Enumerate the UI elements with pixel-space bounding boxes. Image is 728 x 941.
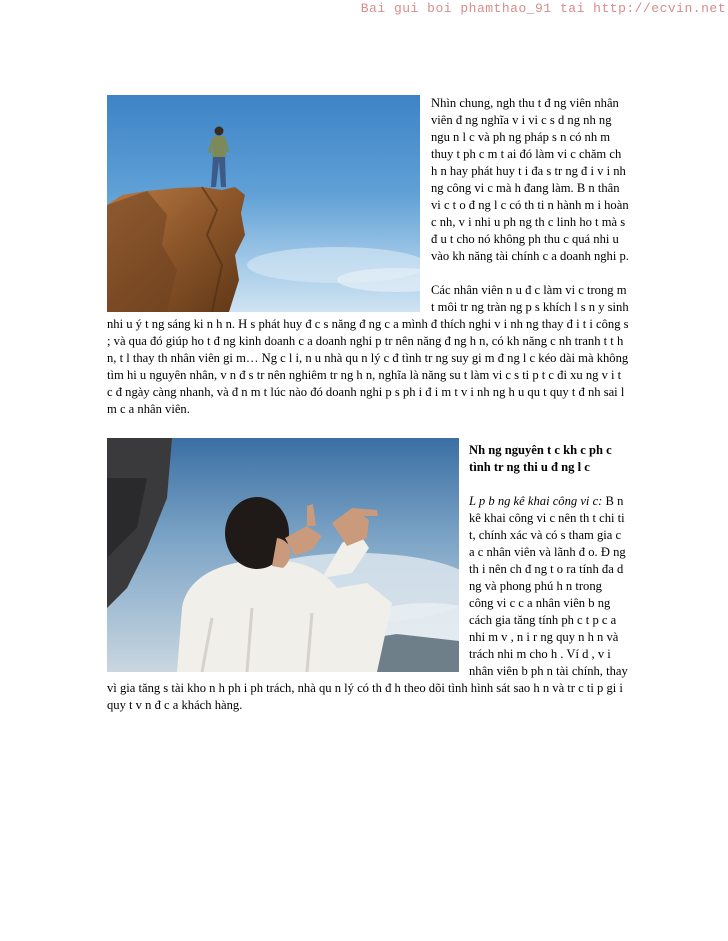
source-watermark: Bai gui boi phamthao_91 tai http://ecvin.net — [360, 1, 726, 16]
benefits-paragraph: Các nhân viên n u đ c làm vi c trong m t môi tr ng tràn ng p s khích l s n y sinh nhi u ý t ng sáng ki n h n. H s phát huy đ c s năng đ ng c a mình đ thích nghi v i nh ng thay đ i t i công s ; và qua đó giúp ho t đ ng kinh doanh c a doanh nghi p tr nên năng đ ng h n, có kh năng c nh tranh t t h n, t l thay th nhân viên gi m… Ng c l i, n u nhà qu n lý c đ tình tr ng suy gi m đ ng l c kéo dài mà không tìm hi u nguyên nhân, v n đ s tr nên nghiêm tr ng h n, nghĩa là năng su t làm vi c s ti p t c đi xu ng v i t c đ ngày càng nhanh, và đ n m t lúc nào đó doanh nghi p s ph i đ i m t v i nh ng h u qu t quy t đ nh sai l m c a nhân viên. — [107, 283, 629, 416]
section-motivation-intro — [107, 95, 629, 418]
framing-hands-photo-art — [107, 438, 459, 672]
cliff-photo — [107, 95, 420, 312]
job-description-lead: L p b ng kê khai công vi c: — [469, 494, 603, 508]
framing-hands-photo — [107, 438, 459, 672]
article-body — [107, 95, 629, 714]
cliff-photo-art — [107, 95, 420, 312]
intro-paragraph: Nhìn chung, ngh thu t đ ng viên nhân viên đ ng nghĩa v i vi c s d ng nh ng ngu n l c và ph ng pháp s n có nh m thuy t ph c m t ai đó làm vi c chăm ch h n hay phát huy t i đa s tr ng đ i v i nh ng công vi c mà h đang làm. B n thân vi c t o đ ng l c có th ti n hành m i hoàn c nh, v i nhi u ph ng th c linh ho t mà s đ u t cho nó không ph thu c quá nhi u vào kh năng tài chính c a doanh nghi p. — [431, 96, 629, 263]
job-description-body: B n kê khai công vi c nên th t chi ti t, chính xác và có s tham gia c a c nhân viên và lãnh đ o. Đ ng th i nên ch đ ng t o ra tính đa d ng và phong phú h n trong công vi c c a nhân viên b ng cách gia tăng tính ph c t p c a nhi m v , n i r ng quy n h n và trách nhi m cho h . Ví d , v i nhân viên b ph n tài chính, thay vì gia tăng s tài kho n h ph i ph trách, nhà qu n lý có th đ h theo dõi tình hình sát sao h n và tr c ti p gi i quy t v n đ c a khách hàng. — [107, 494, 628, 712]
principles-heading: Nh ng nguyên t c kh c ph c tình tr ng thi u đ ng l c — [469, 443, 612, 474]
section-principles — [107, 425, 629, 714]
